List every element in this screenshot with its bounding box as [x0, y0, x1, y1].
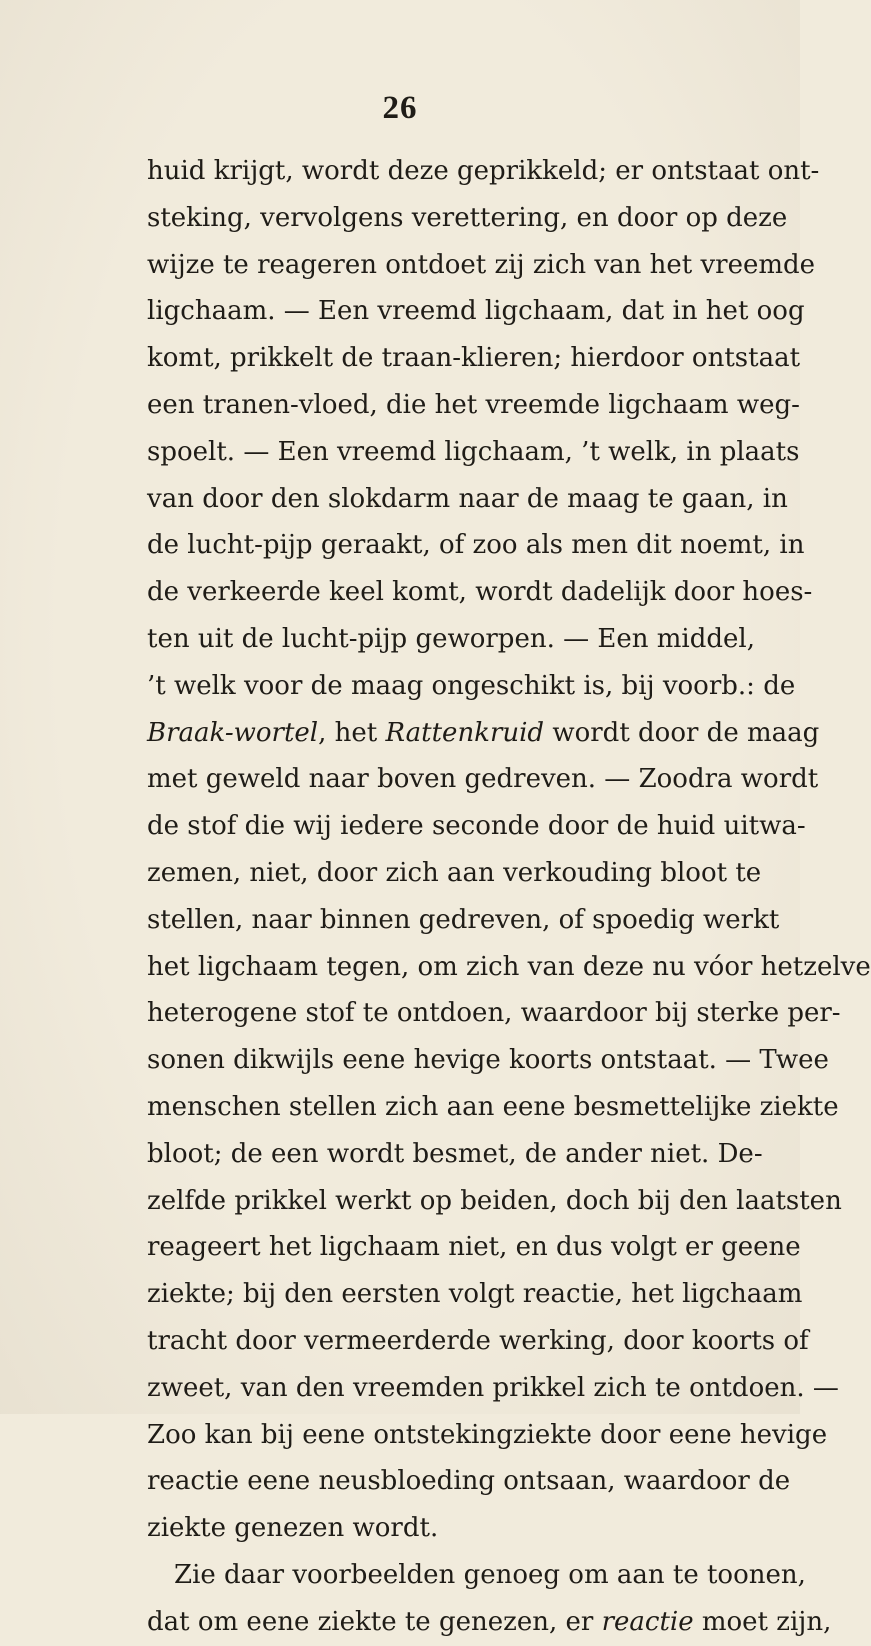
text-line: de stof die wij iedere seconde door de huid uitwa- — [147, 811, 806, 842]
text-line: de lucht-pijp geraakt, of zoo als men dit noemt, in — [147, 530, 805, 561]
text-line: zelfde prikkel werkt op beiden, doch bij den laatsten — [147, 1185, 842, 1216]
italic-term: Braak-wortel — [147, 717, 319, 748]
text-line: reactie eene neusbloeding ontsaan, waardoor de — [147, 1466, 791, 1497]
text-line: ziekte genezen wordt. — [147, 1513, 439, 1544]
text-line: de verkeerde keel komt, wordt dadelijk door hoes- — [147, 577, 813, 608]
text-line: heterogene stof te ontdoen, waardoor bij sterke per- — [147, 998, 841, 1029]
text-line: bloot; de een wordt besmet, de ander niet. De- — [147, 1138, 763, 1169]
text-line: sonen dikwijls eene hevige koorts ontstaat. — Twee — [147, 1045, 829, 1076]
text-line: komt, prikkelt de traan-klieren; hierdoor ontstaat — [147, 343, 801, 374]
text-line: ziekte; bij den eersten volgt reactie, het ligchaam — [147, 1279, 803, 1310]
italic-term: Rattenkruid — [385, 717, 545, 748]
text-line-with-italics: dat om eene ziekte te genezen, er reactie moet zijn, — [147, 1606, 832, 1637]
text-line: Zie daar voorbeelden genoeg om aan te toonen, — [174, 1559, 806, 1590]
text-line: menschen stellen zich aan eene besmettelijke ziekte — [147, 1091, 839, 1122]
text-line: het ligchaam tegen, om zich van deze nu vóor hetzelve — [147, 951, 871, 982]
italic-term: reactie — [601, 1606, 694, 1637]
text-line: huid krijgt, wordt deze geprikkeld; er ontstaat ont- — [147, 156, 820, 186]
page-number: 26 — [382, 90, 418, 126]
text-line: van door den slokdarm naar de maag te gaan, in — [147, 483, 788, 514]
text-line: stellen, naar binnen gedreven, of spoedig werkt — [147, 904, 780, 935]
text-line: een tranen-vloed, die het vreemde ligchaam weg- — [147, 389, 800, 420]
text-line: tracht door vermeerderde werking, door koorts of — [147, 1325, 809, 1356]
text-line: reageert het ligchaam niet, en dus volgt er geene — [147, 1232, 801, 1263]
text-line: wijze te reageren ontdoet zij zich van het vreemde — [147, 249, 816, 280]
body-text — [147, 148, 871, 1646]
text-line: ten uit de lucht-pijp geworpen. — Een middel, — [147, 623, 755, 654]
text-line: steking, vervolgens verettering, en door op deze — [147, 202, 788, 233]
text-line: zweet, van den vreemden prikkel zich te ontdoen. — — [147, 1372, 839, 1403]
text-line: zemen, niet, door zich aan verkouding bloot te — [147, 857, 762, 888]
text-line-with-italics: Braak-wortel, het Rattenkruid wordt door de maag — [147, 717, 820, 748]
text-line: Zoo kan bij eene ontstekingziekte door eene hevige — [147, 1419, 828, 1450]
text-line: spoelt. — Een vreemd ligchaam, ’t welk, in plaats — [147, 436, 800, 467]
text-line: met geweld naar boven gedreven. — Zoodra wordt — [147, 764, 819, 795]
text-line: ’t welk voor de maag ongeschikt is, bij voorb.: de — [147, 670, 796, 701]
text-line: ligchaam. — Een vreemd ligchaam, dat in het oog — [147, 296, 805, 327]
